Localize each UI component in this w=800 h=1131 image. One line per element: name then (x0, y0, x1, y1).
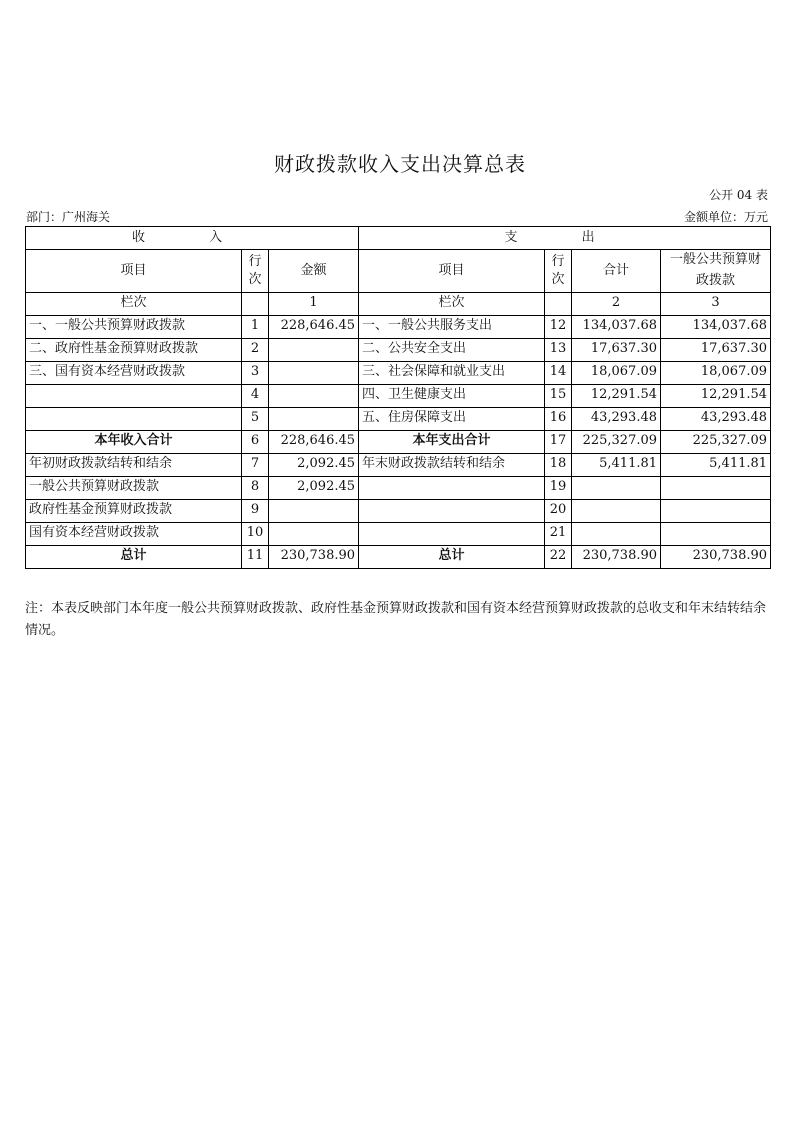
expense-line: 18 (545, 453, 572, 476)
expense-item (359, 499, 545, 522)
header-item-expense: 项目 (359, 250, 545, 293)
expense-general (661, 499, 771, 522)
page-title: 财政拨款收入支出决算总表 (274, 152, 526, 176)
income-item: 本年收入合计 (26, 430, 242, 453)
table-row (26, 407, 771, 430)
income-item: 三、国有资本经营财政拨款 (26, 361, 242, 384)
expense-item: 总计 (359, 545, 545, 568)
expense-general: 5,411.81 (661, 453, 771, 476)
subtotal-row (26, 430, 771, 453)
expense-general: 225,327.09 (661, 430, 771, 453)
expense-item: 本年支出合计 (359, 430, 545, 453)
header-item: 项目 (26, 250, 242, 293)
expense-total: 17,637.30 (572, 338, 661, 361)
expense-line: 14 (545, 361, 572, 384)
expense-total: 18,067.09 (572, 361, 661, 384)
expense-item (359, 522, 545, 545)
expense-item: 三、社会保障和就业支出 (359, 361, 545, 384)
table-row (26, 522, 771, 545)
section-header-row (26, 227, 771, 250)
expense-line: 20 (545, 499, 572, 522)
income-item: 年初财政拨款结转和结余 (26, 453, 242, 476)
header-total: 合计 (572, 250, 661, 293)
income-item: 政府性基金预算财政拨款 (26, 499, 242, 522)
income-amount: 228,646.45 (269, 315, 359, 338)
column-label-right: 栏次 (359, 292, 545, 315)
header-line-expense: 行次 (545, 250, 572, 293)
expense-general: 134,037.68 (661, 315, 771, 338)
column-header-row (26, 250, 771, 293)
income-line: 2 (242, 338, 269, 361)
expense-item (359, 476, 545, 499)
expense-total: 43,293.48 (572, 407, 661, 430)
income-line: 5 (242, 407, 269, 430)
income-item (26, 407, 242, 430)
expense-line: 12 (545, 315, 572, 338)
form-number: 公开 04 表 (709, 188, 768, 202)
expense-item: 五、住房保障支出 (359, 407, 545, 430)
expense-total: 230,738.90 (572, 545, 661, 568)
expense-general (661, 522, 771, 545)
expense-section-header: 支 出 (359, 227, 771, 250)
expense-general (661, 476, 771, 499)
table-row (26, 499, 771, 522)
table-note: 注：本表反映部门本年度一般公共预算财政拨款、政府性基金预算财政拨款和国有资本经营预算财政拨款的总收支和年末结转结余情况。 (25, 601, 767, 638)
income-item (26, 384, 242, 407)
expense-total (572, 499, 661, 522)
table-row (26, 315, 771, 338)
income-line: 6 (242, 430, 269, 453)
expense-line: 16 (545, 407, 572, 430)
income-amount: 2,092.45 (269, 476, 359, 499)
income-amount (269, 338, 359, 361)
expense-item: 四、卫生健康支出 (359, 384, 545, 407)
income-amount (269, 522, 359, 545)
expense-line: 19 (545, 476, 572, 499)
income-line: 1 (242, 315, 269, 338)
expense-line: 17 (545, 430, 572, 453)
income-line: 3 (242, 361, 269, 384)
income-line: 7 (242, 453, 269, 476)
income-item: 国有资本经营财政拨款 (26, 522, 242, 545)
income-amount: 2,092.45 (269, 453, 359, 476)
income-amount (269, 407, 359, 430)
income-amount (269, 361, 359, 384)
table-row (26, 338, 771, 361)
income-item: 总计 (26, 545, 242, 568)
header-amount: 金额 (269, 250, 359, 293)
expense-total: 225,327.09 (572, 430, 661, 453)
income-line: 9 (242, 499, 269, 522)
expense-general: 12,291.54 (661, 384, 771, 407)
department-label: 部门：广州海关 (26, 210, 111, 224)
expense-total: 134,037.68 (572, 315, 661, 338)
income-amount: 228,646.45 (269, 430, 359, 453)
table-row (26, 384, 771, 407)
expense-general: 17,637.30 (661, 338, 771, 361)
budget-table (25, 226, 771, 569)
income-amount (269, 384, 359, 407)
expense-general: 43,293.48 (661, 407, 771, 430)
income-amount (269, 499, 359, 522)
expense-total (572, 476, 661, 499)
expense-line: 21 (545, 522, 572, 545)
table-row (26, 361, 771, 384)
expense-line: 22 (545, 545, 572, 568)
header-general-budget: 一般公共预算财政拨款 (661, 250, 771, 293)
income-item: 一般公共预算财政拨款 (26, 476, 242, 499)
table-row (26, 453, 771, 476)
expense-total (572, 522, 661, 545)
table-row (26, 476, 771, 499)
column-number-3: 3 (661, 292, 771, 315)
header-line: 行次 (242, 250, 269, 293)
expense-item: 二、公共安全支出 (359, 338, 545, 361)
income-line: 10 (242, 522, 269, 545)
income-item: 二、政府性基金预算财政拨款 (26, 338, 242, 361)
grand-total-row (26, 545, 771, 568)
expense-item: 一、一般公共服务支出 (359, 315, 545, 338)
column-blank-right (545, 292, 572, 315)
expense-line: 13 (545, 338, 572, 361)
expense-general: 230,738.90 (661, 545, 771, 568)
income-section-header: 收 入 (26, 227, 359, 250)
column-blank-left (242, 292, 269, 315)
expense-item: 年末财政拨款结转和结余 (359, 453, 545, 476)
column-number-2: 2 (572, 292, 661, 315)
income-line: 11 (242, 545, 269, 568)
income-item: 一、一般公共预算财政拨款 (26, 315, 242, 338)
expense-total: 12,291.54 (572, 384, 661, 407)
column-label-left: 栏次 (26, 292, 242, 315)
expense-line: 15 (545, 384, 572, 407)
income-amount: 230,738.90 (269, 545, 359, 568)
income-line: 4 (242, 384, 269, 407)
expense-general: 18,067.09 (661, 361, 771, 384)
column-number-1: 1 (269, 292, 359, 315)
expense-total: 5,411.81 (572, 453, 661, 476)
column-number-row (26, 292, 771, 315)
income-line: 8 (242, 476, 269, 499)
unit-label: 金额单位：万元 (683, 210, 768, 224)
